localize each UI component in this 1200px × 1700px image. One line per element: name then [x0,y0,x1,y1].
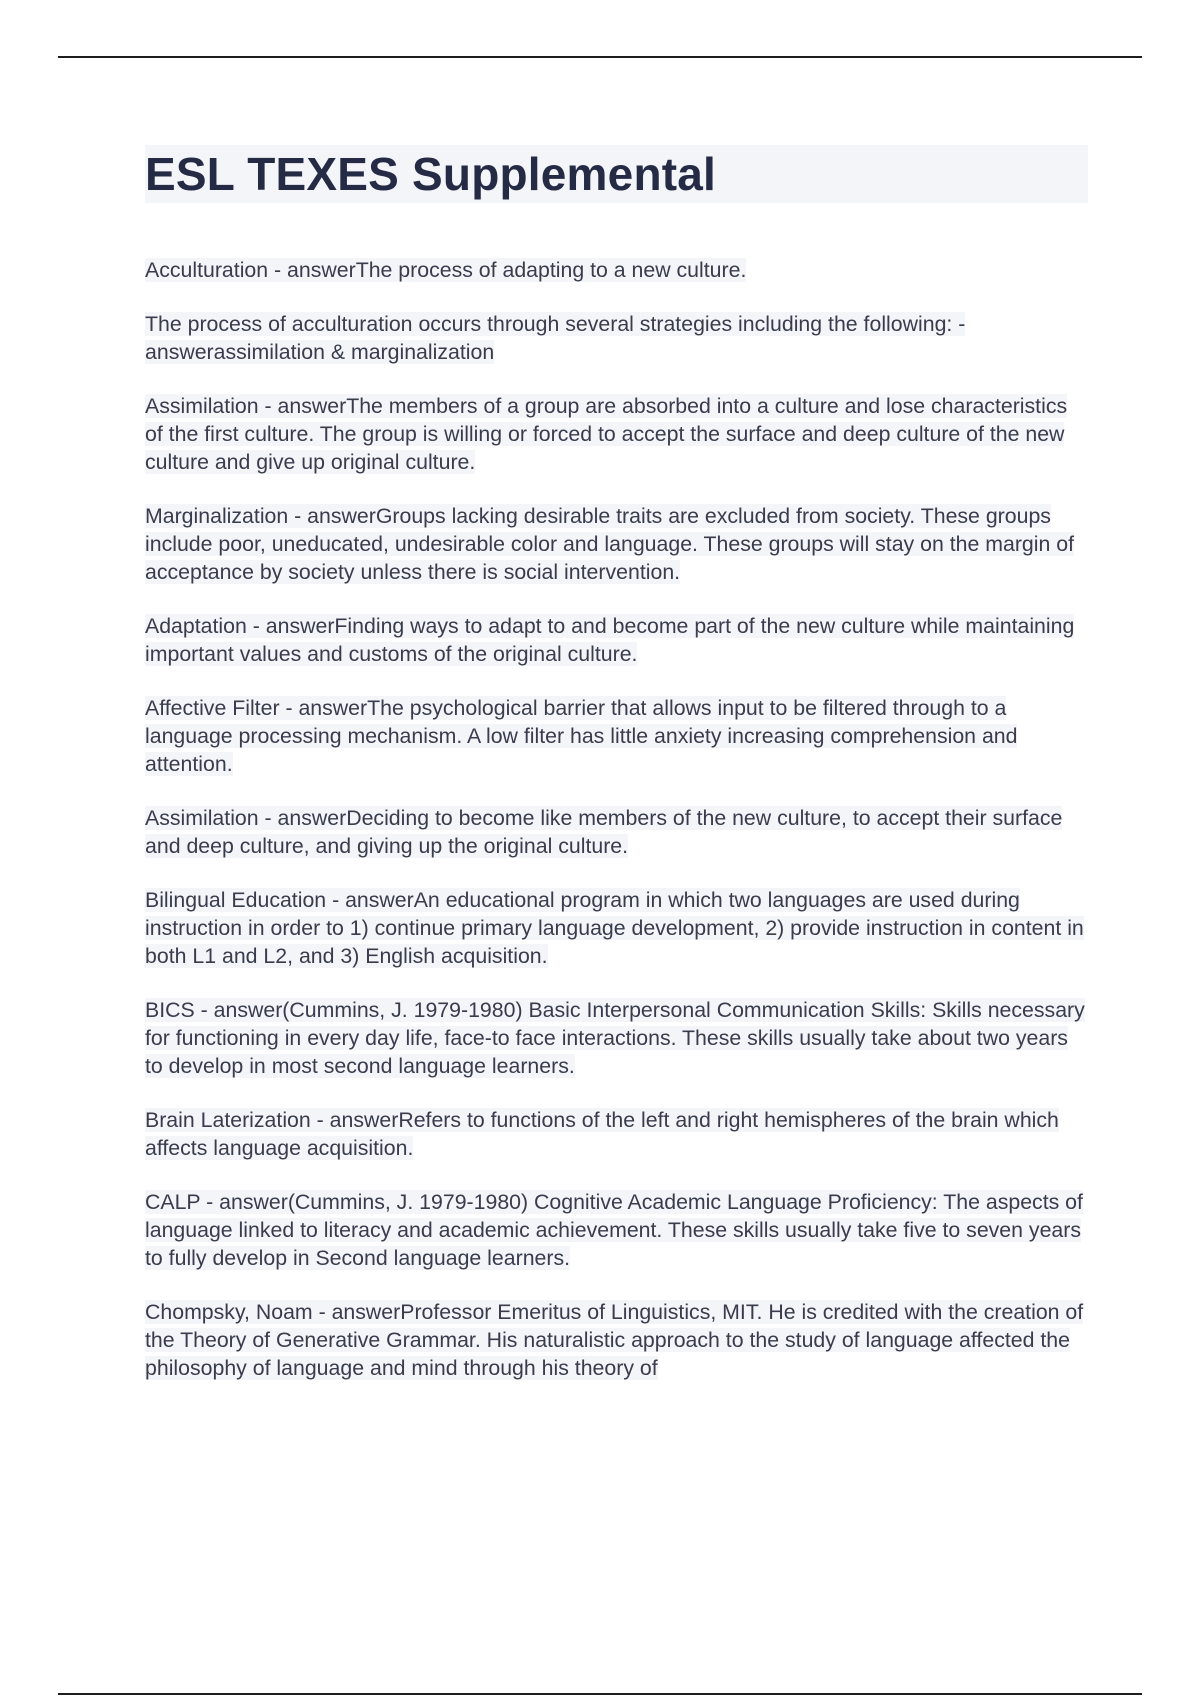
header-rule [58,56,1142,58]
flashcard-list [145,256,1085,1408]
title-block [145,145,1088,203]
flashcard-text: BICS - answer(Cummins, J. 1979-1980) Basic Interpersonal Communication Skills: Skills necessary for functioning in every day life, face-to face interactions. These skills usually take about two years to develop in most second language learners. [145,998,1085,1078]
flashcard-text: Bilingual Education - answerAn educational program in which two languages are used during instruction in order to 1) continue primary language development, 2) provide instruction in content in both L1 and L2, and 3) English acquisition. [145,888,1084,968]
flashcard-entry [145,694,1085,778]
flashcard-entry [145,1298,1085,1382]
page-title: ESL TEXES Supplemental [145,148,717,200]
flashcard-text: Assimilation - answerThe members of a group are absorbed into a culture and lose characteristics of the first culture. The group is willing or forced to accept the surface and deep culture of the new culture and give up original culture. [145,394,1068,474]
flashcard-entry [145,996,1085,1080]
flashcard-entry [145,804,1085,860]
flashcard-entry [145,310,1085,366]
flashcard-text: Acculturation - answerThe process of adapting to a new culture. [145,258,747,282]
flashcard-entry [145,256,1085,284]
flashcard-entry [145,502,1085,586]
footer-rule [58,1693,1142,1695]
flashcard-text: Brain Laterization - answerRefers to functions of the left and right hemispheres of the brain which affects language acquisition. [145,1108,1059,1160]
flashcard-entry [145,1106,1085,1162]
flashcard-entry [145,886,1085,970]
flashcard-entry [145,392,1085,476]
flashcard-text: CALP - answer(Cummins, J. 1979-1980) Cognitive Academic Language Proficiency: The aspects of language linked to literacy and academic achievement. These skills usually take five to seven years to fully develop in Second language learners. [145,1190,1083,1270]
flashcard-text: The process of acculturation occurs through several strategies including the following: - answerassimilation & marginalization [145,312,966,364]
flashcard-entry [145,1188,1085,1272]
flashcard-text: Chompsky, Noam - answerProfessor Emeritus of Linguistics, MIT. He is credited with the creation of the Theory of Generative Grammar. His naturalistic approach to the study of language affected the philosophy of language and mind through his theory of [145,1300,1084,1380]
flashcard-text: Assimilation - answerDeciding to become like members of the new culture, to accept their surface and deep culture, and giving up the original culture. [145,806,1063,858]
flashcard-text: Adaptation - answerFinding ways to adapt to and become part of the new culture while maintaining important values and customs of the original culture. [145,614,1075,666]
flashcard-text: Marginalization - answerGroups lacking desirable traits are excluded from society. These groups include poor, uneducated, undesirable color and language. These groups will stay on the margin of acceptance by society unless there is social intervention. [145,504,1075,584]
flashcard-text: Affective Filter - answerThe psychological barrier that allows input to be filtered through to a language processing mechanism. A low filter has little anxiety increasing comprehension and attention. [145,696,1018,776]
flashcard-entry [145,612,1085,668]
